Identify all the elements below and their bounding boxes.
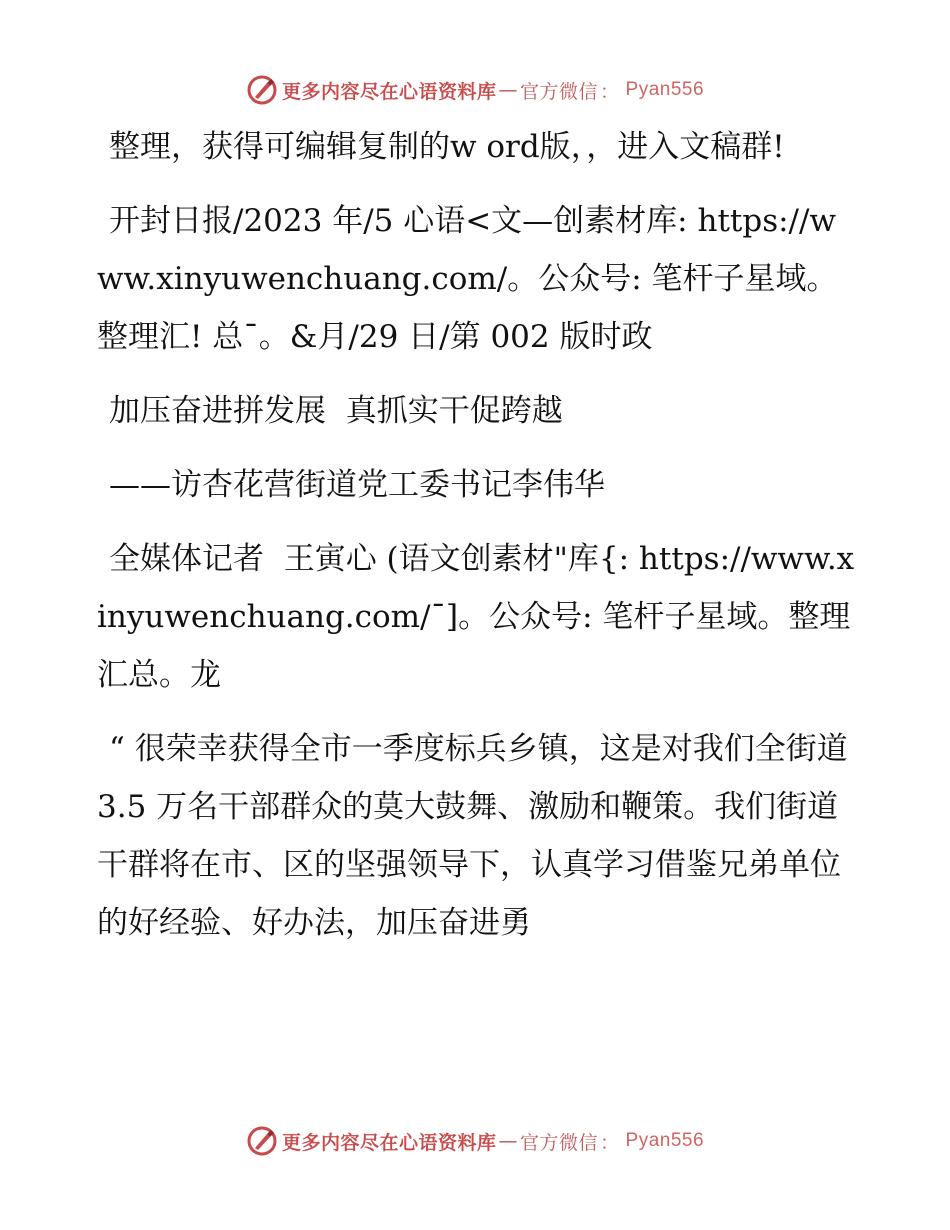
banner-main-text: 更多内容尽在心语资料库	[281, 80, 497, 103]
paragraph-intro-text: 整理，获得可编辑复制的w ord版，，进入文稿群!	[109, 129, 785, 165]
paragraph-intro	[97, 118, 857, 176]
article-subheadline	[97, 456, 857, 514]
paragraph-source	[97, 192, 857, 366]
footer-banner-wechat-id: Pyan556	[625, 1130, 705, 1151]
article-body-paragraph	[97, 720, 857, 952]
banner-official-label: 官方微信	[519, 80, 598, 103]
banner-colon: ：	[600, 80, 620, 103]
banner-separator: —	[498, 79, 518, 101]
footer-banner	[0, 1121, 950, 1161]
article-byline	[97, 530, 857, 704]
footer-banner-main-text: 更多内容尽在心语资料库	[281, 1131, 497, 1154]
article-subheadline-text: ——访杏花营街道党工委书记李伟华	[109, 467, 605, 503]
footer-banner-official-label: 官方微信	[519, 1131, 598, 1154]
article-byline-text: 全媒体记者 王寅心 (语文创素材"库{: https://www.xinyuwenchuang.com/¯]。公众号: 笔杆子星域。整理汇总。龙	[97, 541, 855, 693]
pen-circle-logo-icon	[246, 74, 278, 106]
footer-banner-text	[282, 1128, 704, 1155]
article-body-text: “ 很荣幸获得全市一季度标兵乡镇，这是对我们全街道 3.5 万名干部群众的莫大鼓舞、激励和鞭策。我们街道干群将在市、区的坚强领导下，认真学习借鉴兄弟单位的好经验、好办法，加压奋进勇	[97, 731, 858, 941]
article-headline-text: 加压奋进拼发展 真抓实干促跨越	[109, 393, 563, 429]
footer-banner-separator: —	[498, 1130, 518, 1152]
footer-banner-colon: ：	[600, 1131, 620, 1154]
banner-text	[282, 77, 704, 104]
paragraph-source-text: 开封日报/2023 年/5 心语<文—创素材库: https://www.xinyuwenchuang.com/。公众号: 笔杆子星域。整理汇! 总¯。&月/29 日/第 002 版时政	[97, 203, 838, 355]
document-body	[97, 118, 857, 968]
banner-wechat-id: Pyan556	[625, 79, 705, 100]
pen-circle-logo-icon	[246, 1125, 278, 1157]
header-banner	[0, 70, 950, 110]
article-headline	[97, 382, 857, 440]
